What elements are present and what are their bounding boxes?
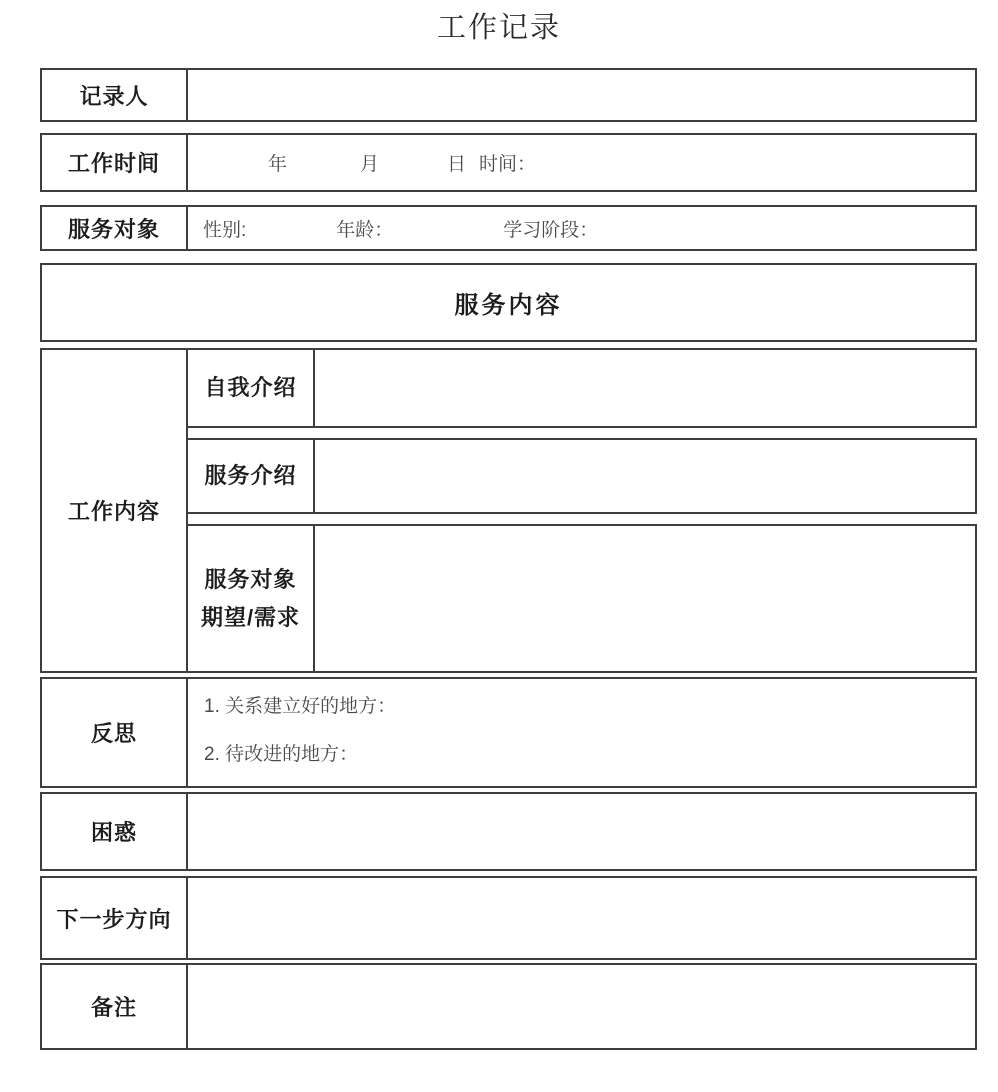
- row-section-header: [40, 263, 977, 342]
- service-target-value-cell: [186, 205, 977, 251]
- time-blank-label: 时间：: [479, 154, 537, 175]
- confusion-label: 困惑: [40, 792, 188, 871]
- reflection-item-1: 1. 关系建立好的地方：: [204, 696, 397, 717]
- reflection-value-cell: [186, 677, 977, 788]
- recorder-label: 记录人: [40, 68, 188, 122]
- section-header: 服务内容: [40, 263, 977, 342]
- work-time-value-cell: [186, 133, 977, 192]
- self-intro-value-cell: [313, 348, 977, 428]
- confusion-value-cell: [186, 792, 977, 871]
- self-intro-label: 自我介绍: [186, 348, 315, 428]
- row-work-content: [40, 348, 977, 673]
- year-blank-label: 年: [268, 154, 288, 175]
- subrow-service-intro: [186, 438, 977, 514]
- day-blank-label: 日: [447, 154, 467, 175]
- reflection-label: 反思: [40, 677, 188, 788]
- service-target-label: 服务对象: [40, 205, 188, 251]
- row-work-time: [40, 133, 977, 192]
- age-blank-label: 年龄：: [336, 219, 394, 241]
- page-title: 工作记录: [436, 12, 561, 44]
- row-next-step: [40, 876, 977, 960]
- row-confusion: [40, 792, 977, 871]
- expectations-value-cell: [313, 524, 977, 673]
- next-step-label: 下一步方向: [40, 876, 188, 960]
- form-table: [40, 68, 977, 1050]
- work-content-label: 工作内容: [40, 348, 188, 673]
- service-intro-value-cell: [313, 438, 977, 514]
- row-service-target: [40, 205, 977, 251]
- row-remarks: [40, 963, 977, 1050]
- work-time-label: 工作时间: [40, 133, 188, 192]
- month-blank-label: 月: [360, 154, 380, 175]
- gender-blank-label: 性别:: [203, 219, 247, 241]
- stage-blank-label: 学习阶段：: [503, 219, 599, 241]
- expectations-label-line1: 服务对象: [204, 566, 297, 592]
- row-reflection: [40, 677, 977, 788]
- next-step-value-cell: [186, 876, 977, 960]
- remarks-value-cell: [186, 963, 977, 1050]
- work-content-subrows: [186, 348, 977, 673]
- subrow-expectations: [186, 524, 977, 673]
- subrow-self-intro: [186, 348, 977, 428]
- row-recorder: [40, 68, 977, 122]
- remarks-label: 备注: [40, 963, 188, 1050]
- expectations-label: [186, 524, 315, 673]
- recorder-value-cell: [186, 68, 977, 122]
- reflection-item-2: 2. 待改进的地方：: [204, 744, 359, 765]
- expectations-label-line2: 期望/需求: [200, 604, 301, 630]
- service-intro-label: 服务介绍: [186, 438, 315, 514]
